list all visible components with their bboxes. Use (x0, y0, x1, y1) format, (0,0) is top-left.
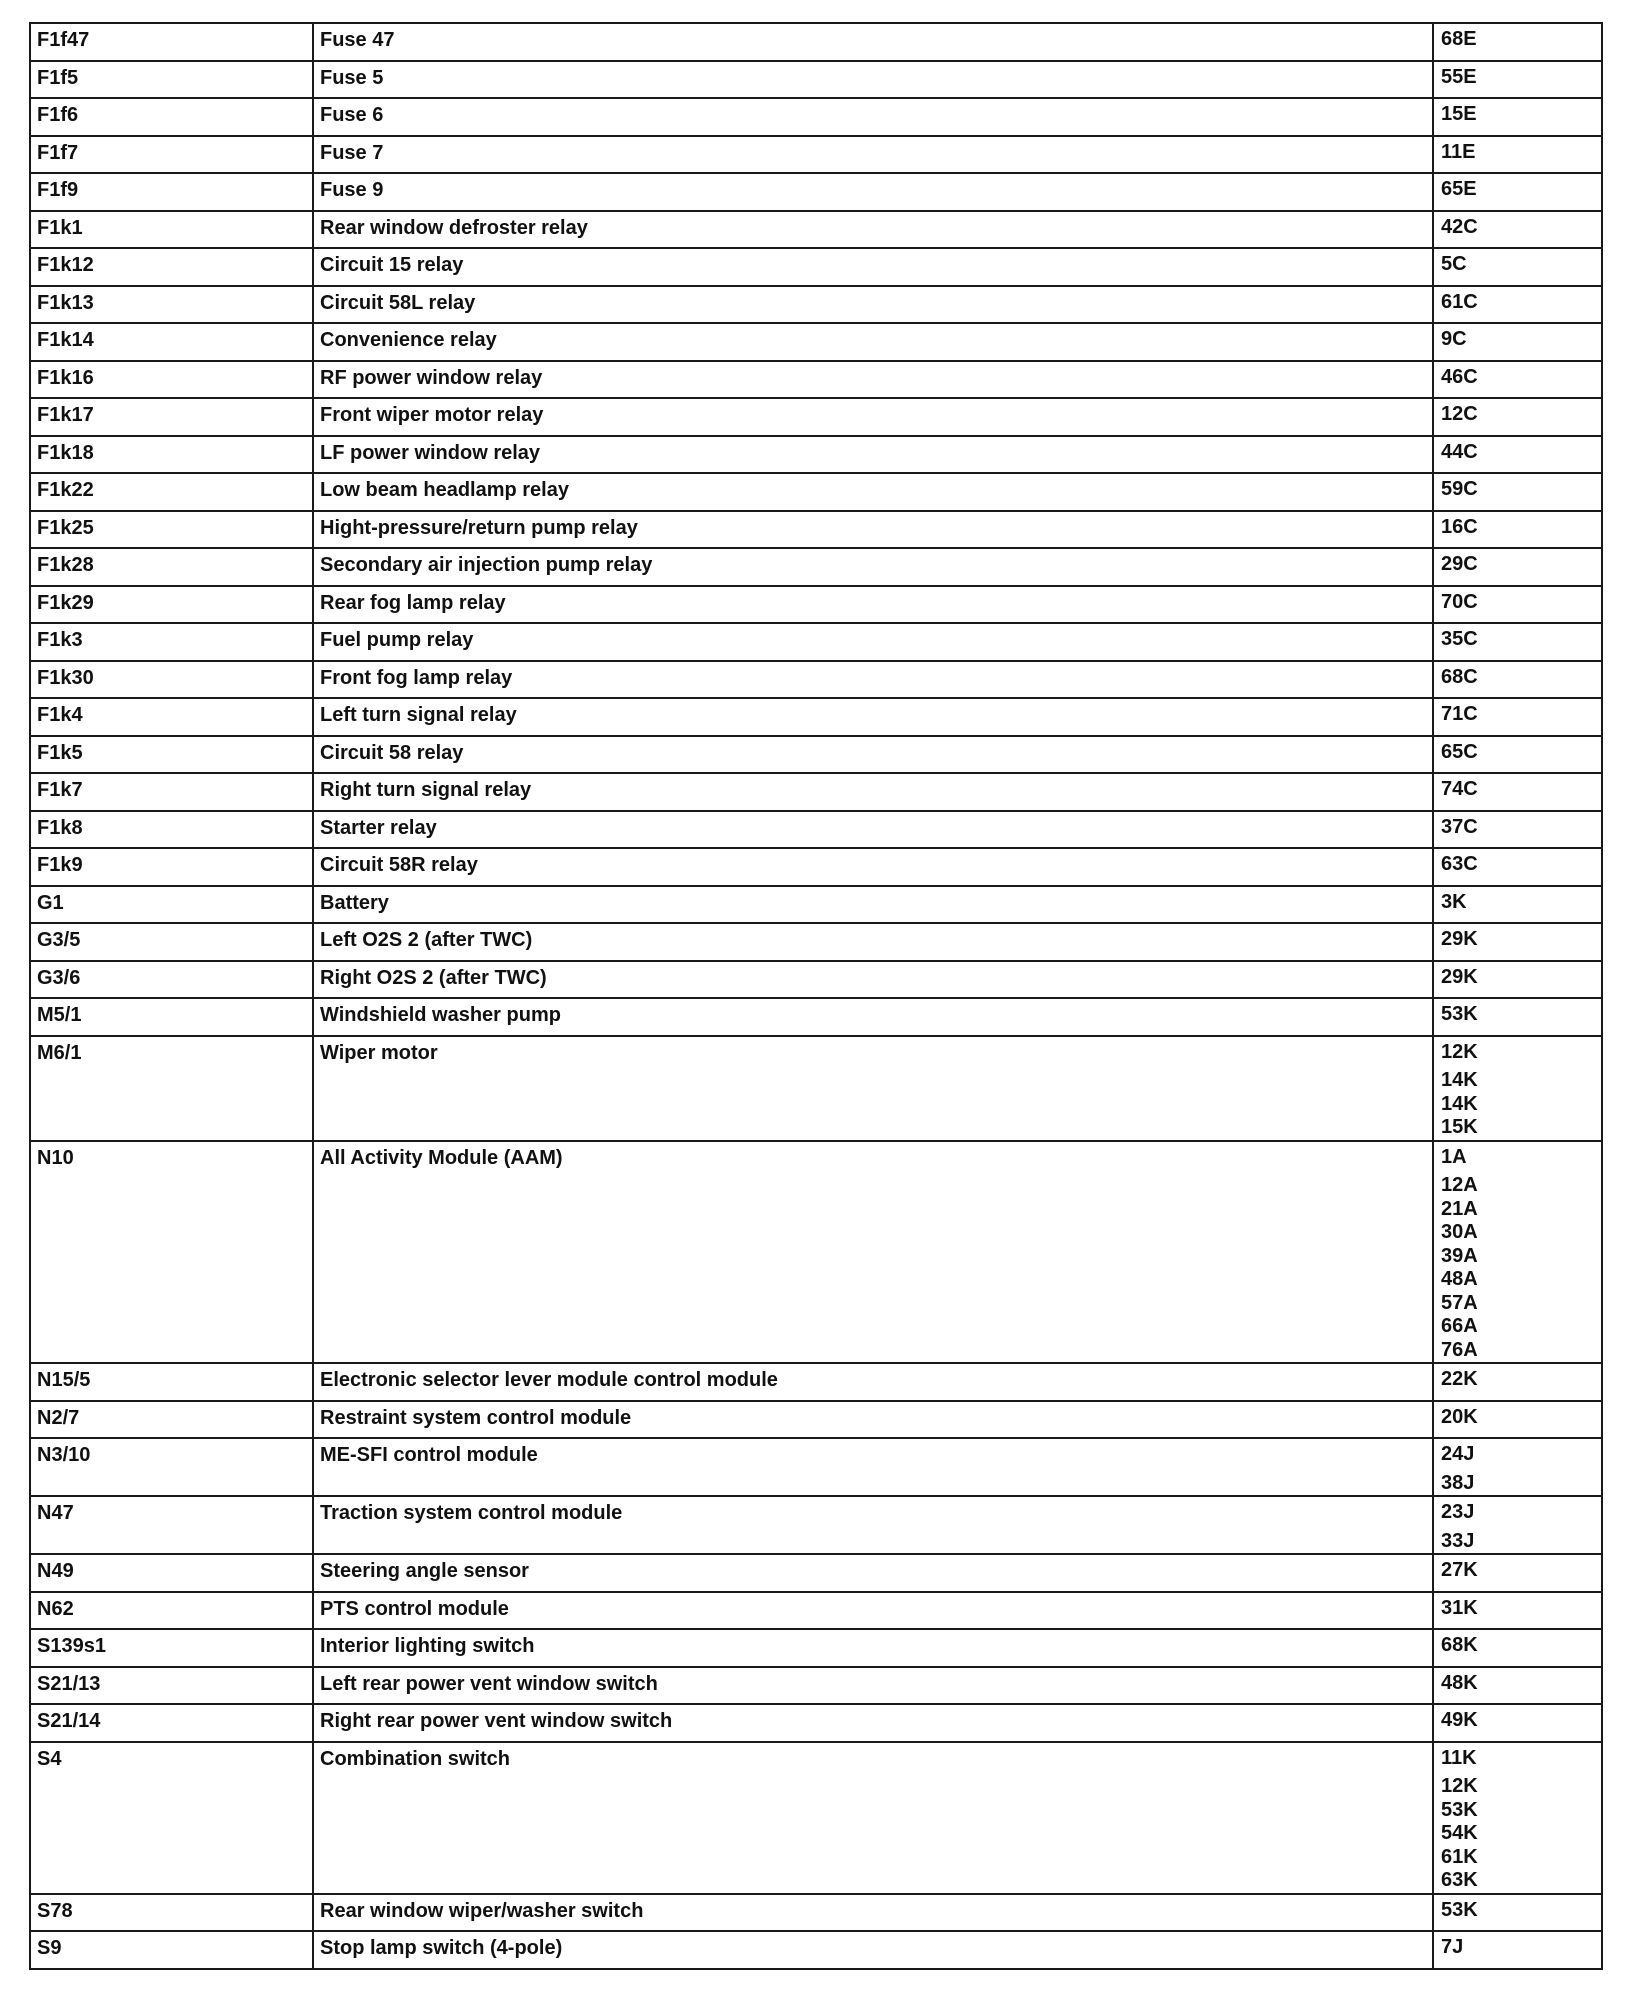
table-row (30, 1363, 1602, 1401)
table-row (30, 1592, 1602, 1630)
grid-reference: 39A (1441, 1244, 1478, 1267)
table-row (30, 1629, 1602, 1667)
component-description-cell: RF power window relay (313, 361, 1433, 399)
grid-reference: 37C (1441, 815, 1478, 838)
grid-reference-cell (1433, 623, 1602, 661)
component-description-cell: Fuse 5 (313, 61, 1433, 99)
table-row (30, 1554, 1602, 1592)
component-location-table (29, 22, 1603, 1970)
table-row (30, 1894, 1602, 1932)
component-code-cell: F1k8 (30, 811, 313, 849)
grid-reference: 29K (1441, 928, 1478, 950)
grid-reference-cell (1433, 961, 1602, 999)
grid-reference: 66A (1441, 1315, 1478, 1337)
grid-reference: 5C (1441, 253, 1467, 275)
grid-reference-cell (1433, 511, 1602, 549)
component-description-cell: Circuit 58 relay (313, 736, 1433, 774)
component-code-cell: F1k29 (30, 586, 313, 624)
grid-reference-cell (1433, 848, 1602, 886)
component-code-cell: N2/7 (30, 1401, 313, 1439)
grid-reference: 71C (1441, 703, 1478, 725)
component-description-cell: Left rear power vent window switch (313, 1667, 1433, 1705)
table-row (30, 1141, 1602, 1364)
grid-reference-list (1441, 441, 1595, 465)
table-row (30, 323, 1602, 361)
grid-reference-list (1441, 853, 1595, 877)
component-code-cell: F1k14 (30, 323, 313, 361)
grid-reference: 74C (1441, 778, 1478, 800)
component-code-cell: F1k7 (30, 773, 313, 811)
grid-reference: 53K (1441, 1798, 1478, 1821)
grid-reference-list (1441, 703, 1595, 727)
grid-reference-cell (1433, 998, 1602, 1036)
component-code-cell: F1k17 (30, 398, 313, 436)
grid-reference-cell (1433, 136, 1602, 174)
grid-reference-list (1441, 591, 1595, 615)
grid-reference-cell (1433, 173, 1602, 211)
component-description-cell: Front wiper motor relay (313, 398, 1433, 436)
component-description-cell: Combination switch (313, 1742, 1433, 1894)
component-description-cell: Fuse 47 (313, 23, 1433, 61)
grid-reference-list (1441, 253, 1595, 277)
table-row (30, 623, 1602, 661)
grid-reference-cell (1433, 1931, 1602, 1969)
grid-reference: 31K (1441, 1596, 1478, 1619)
component-description-cell: Electronic selector lever module control module (313, 1363, 1433, 1401)
table-row (30, 61, 1602, 99)
grid-reference-list (1441, 1634, 1595, 1658)
component-code-cell: S4 (30, 1742, 313, 1894)
grid-reference: 63C (1441, 853, 1478, 875)
table-row (30, 173, 1602, 211)
grid-reference: 53K (1441, 1898, 1478, 1921)
grid-reference: 27K (1441, 1559, 1478, 1581)
grid-reference: 59C (1441, 478, 1478, 500)
component-description-cell: Fuel pump relay (313, 623, 1433, 661)
grid-reference-cell (1433, 1141, 1602, 1364)
component-description-cell: Rear window defroster relay (313, 211, 1433, 249)
component-description-cell: Circuit 15 relay (313, 248, 1433, 286)
grid-reference: 16C (1441, 515, 1478, 538)
component-description-cell: Rear window wiper/washer switch (313, 1894, 1433, 1932)
table-row (30, 998, 1602, 1036)
component-description-cell: ME-SFI control module (313, 1438, 1433, 1496)
component-description-cell: Left O2S 2 (after TWC) (313, 923, 1433, 961)
component-code-cell: F1f47 (30, 23, 313, 61)
component-description-cell: Secondary air injection pump relay (313, 548, 1433, 586)
grid-reference-cell (1433, 1496, 1602, 1554)
table-row (30, 736, 1602, 774)
grid-reference: 57A (1441, 1291, 1478, 1314)
grid-reference: 68C (1441, 665, 1478, 688)
component-code-cell: F1f9 (30, 173, 313, 211)
grid-reference-cell (1433, 436, 1602, 474)
table-row (30, 286, 1602, 324)
grid-reference-list (1441, 741, 1595, 765)
component-description-cell: Rear fog lamp relay (313, 586, 1433, 624)
grid-reference-list (1441, 1003, 1595, 1027)
table-row (30, 661, 1602, 699)
component-code-cell: N49 (30, 1554, 313, 1592)
component-description-cell: Steering angle sensor (313, 1554, 1433, 1592)
grid-reference: 1A (1441, 1145, 1467, 1168)
table-row (30, 1667, 1602, 1705)
table-body (30, 23, 1602, 1969)
grid-reference-list (1441, 891, 1595, 915)
component-description-cell: Windshield washer pump (313, 998, 1433, 1036)
component-code-cell: F1f6 (30, 98, 313, 136)
grid-reference-cell (1433, 398, 1602, 436)
table-row (30, 1401, 1602, 1439)
grid-reference-cell (1433, 811, 1602, 849)
component-description-cell: Restraint system control module (313, 1401, 1433, 1439)
table-row (30, 248, 1602, 286)
grid-reference: 49K (1441, 1709, 1478, 1731)
grid-reference-cell (1433, 61, 1602, 99)
grid-reference-list (1441, 553, 1595, 577)
grid-reference: 46C (1441, 365, 1478, 388)
table-row (30, 698, 1602, 736)
grid-reference: 61K (1441, 1845, 1478, 1868)
grid-reference: 38J (1441, 1471, 1475, 1494)
component-code-cell: F1k5 (30, 736, 313, 774)
grid-reference-cell (1433, 211, 1602, 249)
grid-reference: 30A (1441, 1221, 1478, 1243)
component-code-cell: N15/5 (30, 1363, 313, 1401)
grid-reference: 11K (1441, 1746, 1477, 1769)
component-description-cell: PTS control module (313, 1592, 1433, 1630)
component-code-cell: F1k22 (30, 473, 313, 511)
grid-reference: 42C (1441, 215, 1478, 238)
grid-reference-list (1441, 816, 1595, 840)
component-description-cell: Starter relay (313, 811, 1433, 849)
component-description-cell: Stop lamp switch (4-pole) (313, 1931, 1433, 1969)
grid-reference-list (1441, 628, 1595, 652)
table-row (30, 1704, 1602, 1742)
component-description-cell: Right O2S 2 (after TWC) (313, 961, 1433, 999)
grid-reference: 24J (1441, 1443, 1475, 1465)
grid-reference-list (1441, 328, 1595, 352)
table-row (30, 398, 1602, 436)
table-row (30, 848, 1602, 886)
grid-reference: 55E (1441, 65, 1477, 88)
component-description-cell: Interior lighting switch (313, 1629, 1433, 1667)
component-code-cell: F1k12 (30, 248, 313, 286)
component-description-cell: Left turn signal relay (313, 698, 1433, 736)
component-code-cell: N62 (30, 1592, 313, 1630)
table-row (30, 548, 1602, 586)
grid-reference-list (1441, 1559, 1595, 1583)
grid-reference-cell (1433, 736, 1602, 774)
table-row (30, 136, 1602, 174)
grid-reference: 12K (1441, 1775, 1478, 1797)
component-code-cell: N3/10 (30, 1438, 313, 1496)
component-code-cell: F1k9 (30, 848, 313, 886)
grid-reference: 12A (1441, 1174, 1478, 1196)
grid-reference: 22K (1441, 1368, 1478, 1390)
component-code-cell: F1f7 (30, 136, 313, 174)
component-code-cell: N47 (30, 1496, 313, 1554)
grid-reference: 14K (1441, 1092, 1478, 1115)
grid-reference-list (1441, 666, 1595, 690)
grid-reference-cell (1433, 548, 1602, 586)
component-code-cell: G3/5 (30, 923, 313, 961)
table-row (30, 1438, 1602, 1496)
grid-reference: 29K (1441, 965, 1478, 988)
grid-reference: 15E (1441, 103, 1477, 125)
grid-reference-list (1441, 1672, 1595, 1696)
table-row (30, 23, 1602, 61)
component-code-cell: M5/1 (30, 998, 313, 1036)
table-row (30, 211, 1602, 249)
grid-reference-list (1441, 141, 1595, 165)
component-description-cell: Low beam headlamp relay (313, 473, 1433, 511)
grid-reference-cell (1433, 361, 1602, 399)
grid-reference: 68K (1441, 1634, 1478, 1656)
grid-reference: 63K (1441, 1869, 1478, 1891)
component-description-cell: Wiper motor (313, 1036, 1433, 1141)
table-row (30, 1496, 1602, 1554)
grid-reference-cell (1433, 473, 1602, 511)
grid-reference: 76A (1441, 1338, 1478, 1361)
component-description-cell: Fuse 6 (313, 98, 1433, 136)
table-row (30, 511, 1602, 549)
grid-reference-list (1441, 103, 1595, 127)
table-row (30, 811, 1602, 849)
component-description-cell: Traction system control module (313, 1496, 1433, 1554)
grid-reference-cell (1433, 23, 1602, 61)
grid-reference: 12K (1441, 1040, 1478, 1063)
grid-reference: 12C (1441, 403, 1478, 425)
grid-reference-cell (1433, 1554, 1602, 1592)
component-code-cell: G1 (30, 886, 313, 924)
grid-reference-list (1441, 1501, 1595, 1553)
table-row (30, 773, 1602, 811)
grid-reference-cell (1433, 1894, 1602, 1932)
grid-reference-cell (1433, 1667, 1602, 1705)
component-code-cell: S9 (30, 1931, 313, 1969)
grid-reference-list (1441, 1146, 1595, 1363)
component-description-cell: Hight-pressure/return pump relay (313, 511, 1433, 549)
grid-reference-list (1441, 478, 1595, 502)
component-code-cell: F1k25 (30, 511, 313, 549)
grid-reference-list (1441, 216, 1595, 240)
grid-reference-cell (1433, 98, 1602, 136)
component-code-cell: F1k28 (30, 548, 313, 586)
grid-reference-list (1441, 778, 1595, 802)
grid-reference-list (1441, 1899, 1595, 1923)
grid-reference: 35C (1441, 628, 1478, 650)
grid-reference: 23J (1441, 1501, 1475, 1523)
component-code-cell: S78 (30, 1894, 313, 1932)
grid-reference-list (1441, 66, 1595, 90)
grid-reference-cell (1433, 1438, 1602, 1496)
component-code-cell: F1k30 (30, 661, 313, 699)
grid-reference: 9C (1441, 328, 1467, 350)
grid-reference: 21A (1441, 1197, 1478, 1220)
component-code-cell: M6/1 (30, 1036, 313, 1141)
grid-reference-list (1441, 366, 1595, 390)
grid-reference: 3K (1441, 890, 1467, 913)
grid-reference: 15K (1441, 1116, 1478, 1138)
component-description-cell: Right turn signal relay (313, 773, 1433, 811)
grid-reference-list (1441, 1406, 1595, 1430)
component-code-cell: F1f5 (30, 61, 313, 99)
component-description-cell: Fuse 7 (313, 136, 1433, 174)
component-code-cell: S21/14 (30, 1704, 313, 1742)
grid-reference-cell (1433, 1742, 1602, 1894)
grid-reference-list (1441, 1936, 1595, 1960)
grid-reference-cell (1433, 323, 1602, 361)
grid-reference-cell (1433, 886, 1602, 924)
table-row (30, 886, 1602, 924)
grid-reference: 65C (1441, 740, 1478, 763)
table-row (30, 361, 1602, 399)
grid-reference: 48K (1441, 1671, 1478, 1694)
table-row (30, 1931, 1602, 1969)
table-row (30, 1036, 1602, 1141)
grid-reference-list (1441, 178, 1595, 202)
component-description-cell: Circuit 58R relay (313, 848, 1433, 886)
component-code-cell: F1k3 (30, 623, 313, 661)
grid-reference-list (1441, 403, 1595, 427)
grid-reference: 48A (1441, 1268, 1478, 1290)
table-row (30, 98, 1602, 136)
grid-reference: 54K (1441, 1822, 1478, 1844)
grid-reference-cell (1433, 773, 1602, 811)
table-row (30, 923, 1602, 961)
component-description-cell: Battery (313, 886, 1433, 924)
grid-reference-cell (1433, 1363, 1602, 1401)
grid-reference-cell (1433, 586, 1602, 624)
grid-reference-list (1441, 28, 1595, 52)
component-code-cell: F1k18 (30, 436, 313, 474)
table-row (30, 961, 1602, 999)
grid-reference-cell (1433, 923, 1602, 961)
grid-reference: 70C (1441, 590, 1478, 613)
component-code-cell: F1k16 (30, 361, 313, 399)
grid-reference: 29C (1441, 553, 1478, 575)
grid-reference: 61C (1441, 290, 1478, 313)
table-row (30, 473, 1602, 511)
grid-reference-list (1441, 1368, 1595, 1392)
component-description-cell: Fuse 9 (313, 173, 1433, 211)
component-description-cell: All Activity Module (AAM) (313, 1141, 1433, 1364)
component-code-cell: N10 (30, 1141, 313, 1364)
grid-reference-list (1441, 966, 1595, 990)
grid-reference: 7J (1441, 1936, 1464, 1958)
grid-reference-list (1441, 291, 1595, 315)
grid-reference: 11E (1441, 140, 1476, 163)
grid-reference-cell (1433, 661, 1602, 699)
grid-reference-list (1441, 1747, 1595, 1893)
table-row (30, 1742, 1602, 1894)
grid-reference-cell (1433, 1592, 1602, 1630)
component-code-cell: S139s1 (30, 1629, 313, 1667)
component-code-cell: S21/13 (30, 1667, 313, 1705)
grid-reference-cell (1433, 1704, 1602, 1742)
grid-reference-cell (1433, 1036, 1602, 1141)
component-description-cell: Right rear power vent window switch (313, 1704, 1433, 1742)
component-description-cell: Convenience relay (313, 323, 1433, 361)
component-description-cell: Circuit 58L relay (313, 286, 1433, 324)
grid-reference-list (1441, 1041, 1595, 1140)
grid-reference: 44C (1441, 440, 1478, 463)
grid-reference: 20K (1441, 1405, 1478, 1428)
grid-reference-cell (1433, 1401, 1602, 1439)
grid-reference-list (1441, 1443, 1595, 1495)
grid-reference-list (1441, 1709, 1595, 1733)
grid-reference-list (1441, 1597, 1595, 1621)
component-description-cell: LF power window relay (313, 436, 1433, 474)
component-code-cell: F1k1 (30, 211, 313, 249)
table-row (30, 586, 1602, 624)
table-row (30, 436, 1602, 474)
grid-reference-cell (1433, 286, 1602, 324)
component-code-cell: F1k13 (30, 286, 313, 324)
grid-reference-cell (1433, 698, 1602, 736)
grid-reference-cell (1433, 1629, 1602, 1667)
component-description-cell: Front fog lamp relay (313, 661, 1433, 699)
component-code-cell: F1k4 (30, 698, 313, 736)
component-code-cell: G3/6 (30, 961, 313, 999)
grid-reference-cell (1433, 248, 1602, 286)
grid-reference: 33J (1441, 1529, 1475, 1552)
grid-reference-list (1441, 928, 1595, 952)
grid-reference: 53K (1441, 1003, 1478, 1025)
grid-reference: 68E (1441, 28, 1477, 50)
grid-reference-list (1441, 516, 1595, 540)
grid-reference: 14K (1441, 1069, 1478, 1091)
grid-reference: 65E (1441, 178, 1477, 200)
